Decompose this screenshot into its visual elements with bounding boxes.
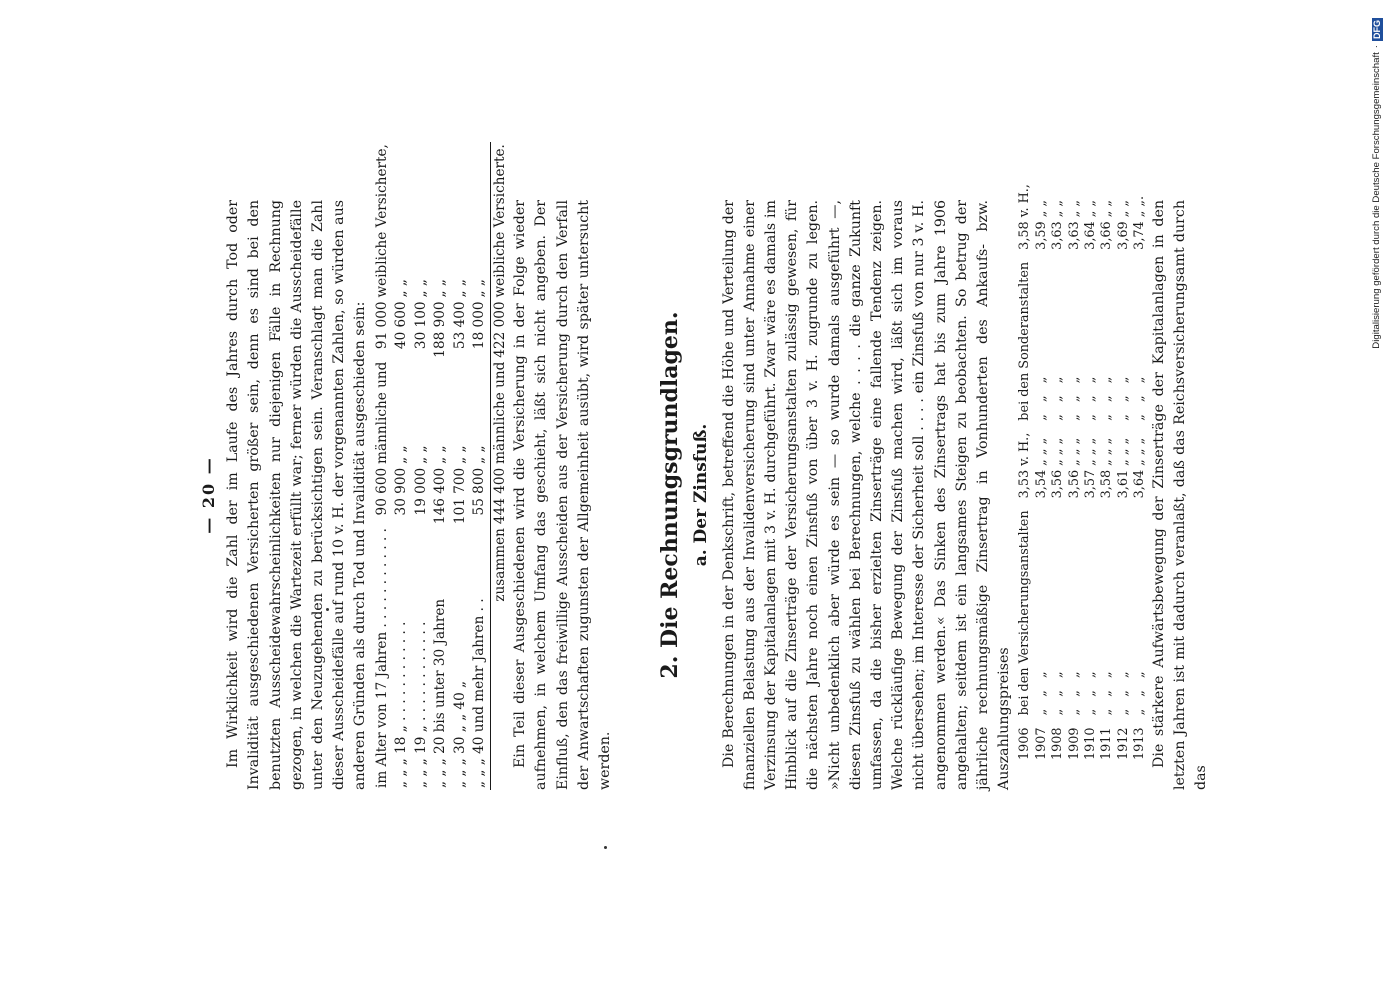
institution-label: „ „ „ (1132, 667, 1148, 716)
male-count: 101 700 (451, 467, 468, 525)
rate-insurance: 3,54 „ „ „ (1033, 437, 1049, 499)
rate-insurance: 3,61 „ „ „ (1115, 437, 1131, 499)
age-label: „ „ „ 40 und mehr Jahren . . (471, 598, 488, 788)
year: 1906 (1017, 727, 1033, 760)
page-number: — 20 — (199, 456, 218, 534)
special-institution-label: „ „ „ (1099, 372, 1115, 421)
female-unit: „ „ (432, 279, 449, 298)
female-unit: „ „ (393, 279, 410, 298)
institution-label: „ „ „ (1050, 667, 1066, 716)
female-count: 18 000 (471, 301, 488, 350)
rate-special: 3,64 „ „ (1083, 199, 1099, 250)
age-label: „ „ „ 30 „ „ 40 „ (451, 680, 468, 788)
female-unit: „ „ (412, 279, 429, 298)
female-total: 422 000 (490, 299, 510, 359)
female-count: 188 900 (432, 301, 449, 358)
table-row (1083, 178, 1099, 766)
age-label: „ „ „ 20 bis unter 30 Jahren (432, 598, 449, 788)
table-row (431, 142, 451, 790)
male-unit: männliche und (490, 360, 510, 466)
year: 1908 (1050, 727, 1066, 760)
male-count: 19 000 (412, 467, 429, 516)
special-institution-label: „ „ „ (1066, 372, 1082, 421)
institution-label: „ „ „ (1033, 667, 1049, 716)
special-institution-label: „ „ „ (1132, 372, 1148, 421)
institution-label: bei den Versicherungsanstalten (1017, 510, 1033, 716)
female-count: 53 400 (451, 301, 468, 350)
table-row (412, 142, 432, 790)
male-total: 444 400 (490, 466, 510, 526)
table-row (1099, 178, 1115, 766)
age-label: „ „ „ 19 „ . . . . . . . . . . . . (412, 621, 429, 788)
rate-special: 3,63 „ „ (1066, 199, 1082, 250)
institution-label: „ „ „ (1099, 667, 1115, 716)
male-unit: „ „ (471, 445, 488, 464)
age-label: „ „ „ 18 „ . . . . . . . . . . . . (393, 621, 410, 788)
paragraph-1: Im Wirklichkeit wird die Zahl der im Laufe des Jahres durch Tod oder Invalidität ausgeschiedenen Versicherten größer sein, denn es sind bei den benutzten Ausscheidewahrscheinlichkeiten nur diejenigen Fälle in Rechnung gezogen, in welchen die Wartezeit erfüllt war; ferner würden die Ausscheidefälle unter den Neuzugehenden zu berücksichtigen sein. Veranschlagt man die Zahl dieser Ausscheidefälle auf rund 10 v. H. der vorgenannten Zahlen, so würden aus anderen Gründen als durch Tod und Invalidität ausgeschieden sein: (225, 200, 369, 790)
rate-insurance: 3,64 „ „ „ (1132, 437, 1148, 499)
separator-dot: · (1371, 45, 1382, 49)
male-count: 146 400 (432, 467, 449, 525)
special-institution-label: „ „ „ (1050, 372, 1066, 421)
female-unit: „ „ (451, 279, 468, 298)
table-row (1116, 178, 1132, 766)
rate-insurance: 3,57 „ „ „ (1083, 437, 1099, 499)
special-institution-label: „ „ „ (1083, 372, 1099, 421)
rate-insurance: 3,58 „ „ „ (1099, 437, 1115, 499)
interest-rate-table (1017, 178, 1148, 766)
male-unit: „ „ (393, 445, 410, 464)
rate-special: 3,63 „ „ (1050, 199, 1066, 250)
table-row (1067, 178, 1083, 766)
table-row (1017, 178, 1033, 766)
male-unit: „ „ (432, 445, 449, 464)
digitization-note (1371, 18, 1383, 718)
year: 1913 (1132, 727, 1148, 760)
male-unit: „ „ (451, 445, 468, 464)
age-label: im Alter von 17 Jahren . . . . . . . . . . . . (373, 528, 390, 788)
rate-special: 3,69 „ „ (1115, 199, 1131, 250)
table-row (1132, 178, 1148, 766)
year: 1907 (1033, 727, 1049, 760)
year: 1909 (1066, 727, 1082, 760)
scan-speck (326, 608, 329, 611)
institution-label: „ „ „ (1115, 667, 1131, 716)
paragraph-2: Ein Teil dieser Ausgeschiedenen wird die Versicherung in der Folge wieder aufnehmen, in welchem Umfang das geschieht, läßt sich nicht angeben. Der Einfluß, den das freiwillige Ausscheiden aus der Versicherung durch den Verfall der Anwartschaften zugunsten der Allgemeinheit ausübt, wird später untersucht werden. (512, 200, 613, 790)
table-row (451, 142, 471, 790)
table-row (392, 142, 412, 790)
year: 1910 (1083, 727, 1099, 760)
male-count: 90 600 (373, 467, 390, 516)
female-count: 30 100 (412, 301, 429, 350)
male-count: 30 900 (393, 467, 410, 516)
rate-insurance: 3,56 „ „ „ (1066, 437, 1082, 499)
special-institution-label: bei den Sonderanstalten (1017, 261, 1033, 421)
age-table (373, 142, 511, 790)
digitization-note-text: Digitalisierung gefördert durch die Deutsche Forschungsgemeinschaft (1371, 52, 1382, 349)
rate-insurance: 3,56 „ „ „ (1050, 437, 1066, 499)
rate-special: 3,59 „ „ (1033, 199, 1049, 250)
section-title: 2. Die Rechnungsgrundlagen. (657, 311, 684, 679)
institution-label: „ „ „ (1066, 667, 1082, 716)
table-row (1034, 178, 1050, 766)
year: 1911 (1099, 727, 1115, 760)
table-row (470, 142, 490, 790)
rate-special: 3,58 v. H., (1017, 184, 1033, 250)
subsection-title: a. Der Zinsfuß. (691, 423, 712, 567)
rate-special: 3,74 „ „. (1132, 195, 1148, 250)
male-count: 55 800 (471, 467, 488, 516)
special-institution-label: „ „ „ (1115, 372, 1131, 421)
female-unit: weibliche Versicherte. (490, 142, 510, 299)
rate-insurance: 3,53 v. H., (1017, 432, 1033, 499)
female-count: 40 600 (393, 301, 410, 350)
female-unit: „ „ (471, 279, 488, 298)
female-unit: weibliche Versicherte, (373, 144, 390, 298)
male-unit: „ „ (412, 445, 429, 464)
male-unit: männliche und (373, 361, 390, 464)
paragraph-3: Die Berechnungen in der Denkschrift, betreffend die Höhe und Verteilung der finanziellen Belastung aus der Invalidenversicherung sind unter Annahme einer Verzinsung der Kapitalanlagen mit 3 v. H. durchgeführt. Zwar wäre es damals im Hinblick auf die Zinserträge der Versicherungsanstalten zulässig gewesen, für die nächsten Jahre noch einen Zinsfuß von über 3 v. H. zugrunde zu legen. »Nicht unbedenklich aber würde es sein — so wurde damals ausgeführt —, diesen Zinsfuß zu wählen bei Berechnungen, welche . . . . die ganze Zukunft umfassen, da die bisher erzielten Zinserträge eine fallende Tendenz zeigen. Welche rückläufige Bewegung der Zinsfuß machen wird, läßt sich im voraus nicht übersehen; im Interesse der Sicherheit soll . . . . ein Zinsfuß von nur 3 v. H. angenommen werden.« Das Sinken des Zinsertrags hat bis zum Jahre 1906 angehalten; seitdem ist ein langsames Steigen zu beobachten. So betrug der jährliche rechnungsmäßige Zinsertrag in Vonhunderten des Ankaufs- bzw. Auszahlungspreises (720, 200, 1013, 790)
table-total-row (490, 142, 510, 790)
digitization-note-line (1371, 18, 1383, 718)
rate-special: 3,66 „ „ (1099, 199, 1115, 250)
table-row (373, 142, 393, 790)
page-content (120, 144, 1220, 820)
table-row (1050, 178, 1066, 766)
special-institution-label: „ „ „ (1033, 372, 1049, 421)
paragraph-4: Die stärkere Aufwärtsbewegung der Zinserträge der Kapitalanlagen in den letzten Jahren ist mit dadurch veranlaßt, daß das Reichsversicherungsamt durch das (1150, 200, 1210, 790)
scan-speck (604, 846, 607, 849)
total-label: zusammen (490, 526, 510, 790)
institution-label: „ „ „ (1083, 667, 1099, 716)
year: 1912 (1115, 727, 1131, 760)
dfg-logo: DFG (1371, 20, 1382, 39)
female-count: 91 000 (373, 301, 390, 350)
